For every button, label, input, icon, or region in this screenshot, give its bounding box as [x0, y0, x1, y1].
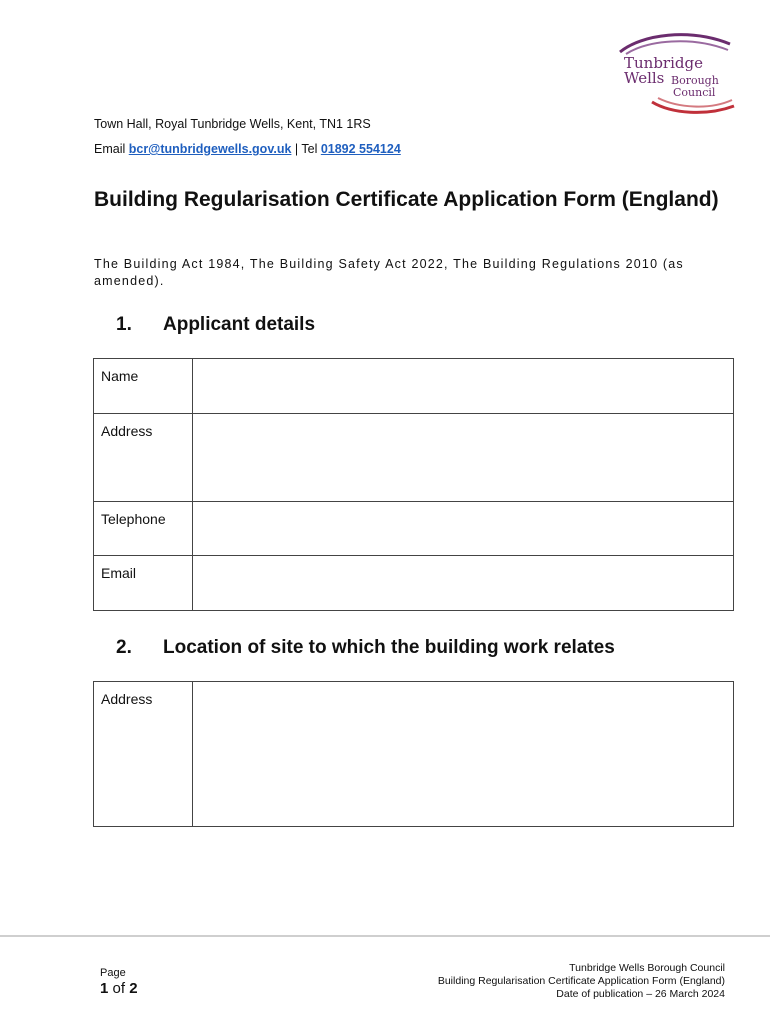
- page-of: of: [108, 980, 130, 997]
- page-current: 1: [100, 980, 109, 997]
- page-title: Building Regularisation Certificate Application Form (England): [94, 188, 719, 211]
- table-row: [94, 556, 734, 611]
- address-field[interactable]: [193, 414, 734, 502]
- email-prefix: Email: [94, 142, 129, 156]
- footer-doc-title: Building Regularisation Certificate Application Form (England): [437, 975, 725, 987]
- page-label: Page: [100, 967, 126, 979]
- page-total: 2: [129, 980, 138, 997]
- table-row: [94, 682, 734, 827]
- table-row: [94, 414, 734, 502]
- telephone-field[interactable]: [193, 502, 734, 556]
- logo-text: Borough: [671, 74, 719, 87]
- name-field[interactable]: [193, 359, 734, 414]
- telephone-label: Telephone: [94, 502, 193, 556]
- table-row: [94, 502, 734, 556]
- council-logo: [612, 30, 738, 116]
- contact-line: [94, 142, 401, 156]
- council-address: Town Hall, Royal Tunbridge Wells, Kent, TN1 1RS: [94, 117, 371, 131]
- address-label: Address: [94, 414, 193, 502]
- site-location-table: [93, 681, 734, 827]
- tel-prefix: | Tel: [291, 142, 321, 156]
- email-label: Email: [94, 556, 193, 611]
- legislation-note: The Building Act 1984, The Building Safety Act 2022, The Building Regulations 2010 (as amended).: [94, 257, 684, 288]
- telephone-link[interactable]: 01892 554124: [320, 142, 401, 156]
- section-number: 2.: [116, 637, 132, 658]
- table-row: [94, 359, 734, 414]
- email-field[interactable]: [193, 556, 734, 611]
- section-title: Location of site to which the building work relates: [163, 637, 615, 658]
- email-link[interactable]: bcr@tunbridgewells.gov.uk: [128, 142, 292, 156]
- applicant-details-table: [93, 358, 734, 611]
- logo-text: Council: [673, 86, 716, 99]
- section-number: 1.: [116, 314, 132, 335]
- footer-org: Tunbridge Wells Borough Council: [569, 962, 725, 974]
- footer-publication-date: Date of publication – 26 March 2024: [556, 988, 725, 1000]
- section-title: Applicant details: [163, 314, 316, 335]
- footer-info: [438, 962, 725, 1001]
- logo-text: Tunbridge: [624, 54, 703, 72]
- name-label: Name: [94, 359, 193, 414]
- logo-text: Wells: [624, 69, 665, 87]
- site-address-field[interactable]: [193, 682, 734, 827]
- footer-divider: [0, 935, 770, 937]
- site-address-label: Address: [94, 682, 193, 827]
- page-number: [100, 980, 138, 997]
